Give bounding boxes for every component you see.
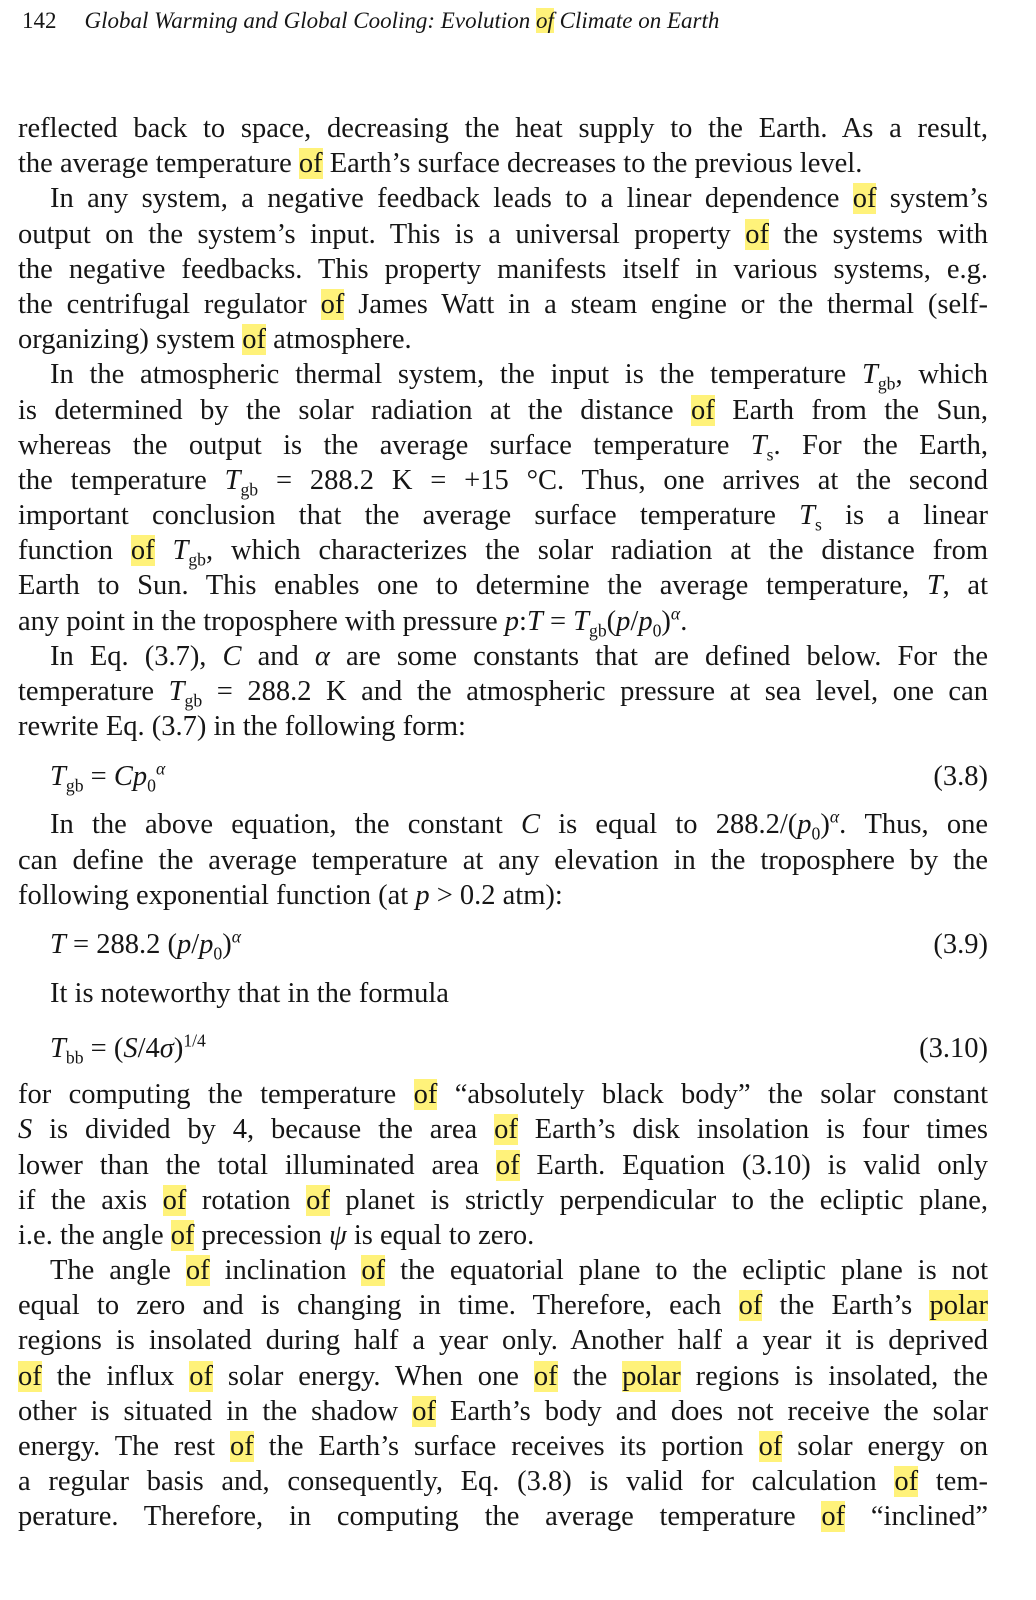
highlight-of: of	[298, 148, 323, 180]
highlight-of: of	[852, 183, 877, 215]
running-head	[22, 8, 719, 34]
text-line: if the axis of rotation of planet is strictly perpendicular to the ecliptic plane,	[18, 1184, 988, 1216]
equation-body: $T_{gb} = Cp_0^\alpha$	[50, 758, 166, 796]
highlight-of: of	[185, 1255, 210, 1287]
text-line: the temperature $T_{gb} = 288.2$ K = +15 °C. Thus, one arrives at the second	[18, 464, 988, 500]
text-line: whereas the output is the average surface temperature $T_s$. For the Earth,	[18, 429, 988, 465]
running-title: Global Warming and Global Cooling: Evolution of Climate on Earth	[84, 8, 720, 33]
text-line: function of $T_{gb}$, which characterizes the solar radiation at the distance from	[18, 535, 989, 570]
text-line: energy. The rest of the Earth’s surface receives its portion of solar energy on	[18, 1431, 988, 1462]
highlight-polar: polar	[929, 1290, 988, 1322]
text-line: lower than the total illuminated area of Earth. Equation (3.10) is valid only	[18, 1149, 988, 1181]
highlight-of: of	[894, 1466, 919, 1498]
text-line: of the influx of solar energy. When one of the polar regions is insolated, the	[18, 1360, 988, 1392]
equation-number: (3.10)	[919, 1032, 988, 1064]
text-line: regions is insolated during half a year only. Another half a year it is deprived	[18, 1325, 988, 1357]
text-line: In the atmospheric thermal system, the input is the temperature $T_{gb}$, which	[50, 359, 989, 394]
equation-body: $T_{bb} = (S/4\sigma)^{1/4}$	[50, 1030, 206, 1068]
highlight-of: of	[412, 1395, 437, 1427]
highlight-of: of	[18, 1360, 42, 1392]
text-line: important conclusion that the average surface temperature $T_s$ is a linear	[18, 500, 988, 535]
highlight-of: of	[745, 218, 769, 250]
equation-number: (3.8)	[933, 760, 988, 792]
text-line: It is noteworthy that in the formula	[50, 977, 449, 1009]
equation-3-8	[18, 756, 988, 796]
text-line: reflected back to space, decreasing the heat supply to the Earth. As a result,	[18, 113, 988, 144]
text-line: a regular basis and, consequently, Eq. (3.8) is valid for calculation of tem-	[18, 1466, 988, 1498]
page-number: 142	[22, 8, 57, 33]
text-line: The angle of inclination of the equatorial plane to the ecliptic plane is not	[50, 1255, 989, 1287]
text-line: In the above equation, the constant C is equal to $288.2/(p_0)^\alpha$. Thus, one	[50, 806, 988, 845]
highlight-of: of	[162, 1184, 187, 1216]
highlight-of: of	[821, 1501, 846, 1533]
text-line: for computing the temperature of “absolutely black body” the solar constant	[18, 1079, 988, 1111]
text-line: In Eq. (3.7), C and α are some constants that are defined below. For the	[50, 640, 988, 672]
text-line: the negative feedbacks. This property manifests itself in various systems, e.g.	[18, 253, 988, 285]
text-line: output on the system’s input. This is a universal property of the systems with	[18, 218, 988, 250]
text-line: can define the average temperature at any elevation in the troposphere by the	[18, 844, 988, 876]
text-line: following exponential function (at p > 0.2 atm):	[18, 879, 563, 911]
text-line: any point in the troposphere with pressure p:T = $T_{gb}(p/p_0)^\alpha$.	[18, 603, 688, 641]
highlight-of: of	[242, 324, 267, 356]
text-line: In any system, a negative feedback leads to a linear dependence of system’s	[50, 183, 988, 215]
text-line: is determined by the solar radiation at the distance of Earth from the Sun,	[18, 394, 988, 426]
highlight-of: of	[320, 288, 345, 320]
highlight-of: of	[738, 1290, 763, 1322]
highlight-of: of	[533, 1360, 558, 1392]
highlight-of: of	[495, 1149, 520, 1181]
highlight-polar: polar	[622, 1360, 681, 1392]
highlight-of: of	[494, 1114, 518, 1146]
highlight-of: of	[758, 1431, 783, 1462]
highlight-of: of	[691, 394, 715, 426]
highlight-of: of	[189, 1360, 214, 1392]
text-line: other is situated in the shadow of Earth’s body and does not receive the solar	[18, 1395, 988, 1427]
equation-body: T = 288.2 $(p/p_0)^\alpha$	[50, 926, 241, 965]
text-line: Earth to Sun. This enables one to determine the average temperature, T, at	[18, 570, 988, 602]
equation-number: (3.9)	[933, 929, 988, 961]
text-line: S is divided by 4, because the area of Earth’s disk insolation is four times	[18, 1114, 988, 1146]
page-body	[18, 111, 988, 1535]
text-line: equal to zero and is changing in time. Therefore, each of the Earth’s polar	[18, 1290, 988, 1322]
highlight-of: of	[230, 1431, 254, 1462]
text-line: the centrifugal regulator of James Watt in a steam engine or the thermal (self-	[18, 288, 988, 320]
text-line: i.e. the angle of precession ψ is equal to zero.	[18, 1219, 535, 1251]
text-line: rewrite Eq. (3.7) in the following form:	[18, 711, 466, 743]
highlight-of: of	[536, 8, 554, 33]
highlight-of: of	[170, 1219, 195, 1251]
text-line: perature. Therefore, in computing the average temperature of “inclined”	[18, 1501, 988, 1533]
highlight-of: of	[413, 1079, 438, 1111]
text-line: temperature $T_{gb} = 288.2$ K and the atmospheric pressure at sea level, one can	[18, 676, 988, 711]
equation-3-10	[18, 1028, 988, 1068]
text-line: organizing) system of atmosphere.	[18, 324, 412, 356]
highlight-of: of	[361, 1255, 386, 1287]
highlight-of: of	[306, 1184, 330, 1216]
equation-3-9	[18, 925, 988, 965]
text-line: the average temperature of Earth’s surface decreases to the previous level.	[18, 148, 863, 180]
highlight-of: of	[130, 535, 155, 567]
